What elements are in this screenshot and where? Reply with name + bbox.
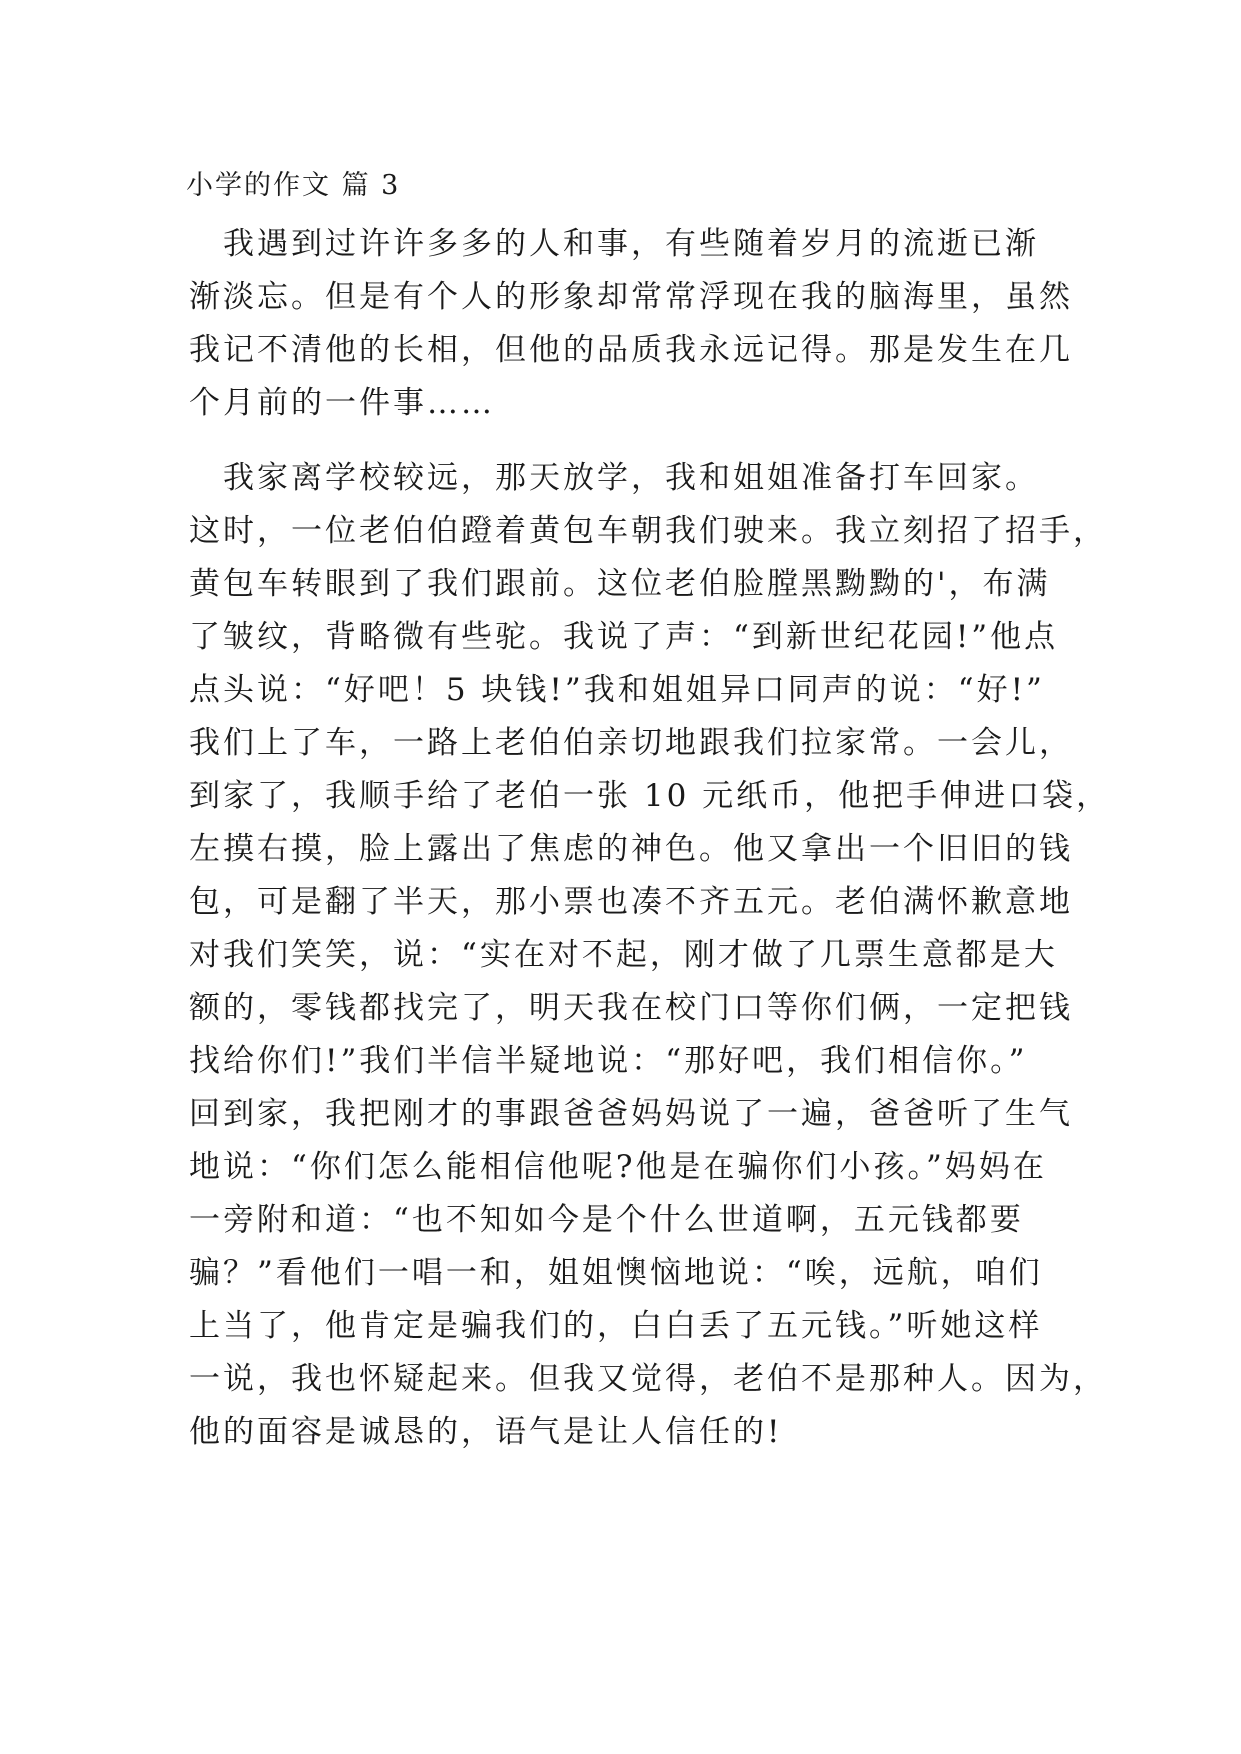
document-title: 小学的作文 篇 3 [186,170,401,201]
text-line: 了皱纹，背略微有些驼。我说了声：“到新世纪花园!”他点 [189,619,1059,655]
text-line: 我们上了车，一路上老伯伯亲切地跟我们拉家常。一会儿， [189,725,1073,761]
text-line: 地说：“你们怎么能相信他呢?他是在骗你们小孩。”妈妈在 [189,1149,1047,1185]
text-line: 我遇到过许许多多的人和事，有些随着岁月的流逝已渐 [189,226,1039,262]
text-line: 一旁附和道：“也不知如今是个什么世道啊，五元钱都要 [189,1202,1024,1238]
text-line: 到家了，我顺手给了老伯一张 10 元纸币，他把手伸进口袋， [189,778,1111,814]
text-line: 找给你们!”我们半信半疑地说：“那好吧，我们相信你。” [189,1043,1028,1079]
text-line: 黄包车转眼到了我们跟前。这位老伯脸膛黑黝黝的'，布满 [189,566,1051,602]
text-line: 包，可是翻了半天，那小票也凑不齐五元。老伯满怀歉意地 [189,884,1073,920]
text-line: 点头说：“好吧！5 块钱!”我和姐姐异口同声的说：“好!” [189,672,1045,708]
text-line: 额的，零钱都找完了，明天我在校门口等你们俩，一定把钱 [189,990,1073,1026]
text-line: 他的面容是诚恳的，语气是让人信任的! [189,1414,783,1450]
text-line: 骗？”看他们一唱一和，姐姐懊恼地说：“唉，远航，咱们 [189,1255,1043,1291]
text-line: 这时，一位老伯伯蹬着黄包车朝我们驶来。我立刻招了招手， [189,513,1107,549]
text-line: 上当了，他肯定是骗我们的，白白丢了五元钱。”听她这样 [189,1308,1043,1344]
text-line: 我家离学校较远，那天放学，我和姐姐准备打车回家。 [189,460,1039,496]
text-line: 一说，我也怀疑起来。但我又觉得，老伯不是那种人。因为， [189,1361,1107,1397]
text-line: 对我们笑笑，说：“实在对不起，刚才做了几票生意都是大 [189,937,1058,973]
text-line: 个月前的一件事…… [189,385,495,421]
text-line: 左摸右摸，脸上露出了焦虑的神色。他又拿出一个旧旧的钱 [189,831,1073,867]
text-line: 我记不清他的长相，但他的品质我永远记得。那是发生在几 [189,332,1073,368]
text-line: 回到家，我把刚才的事跟爸爸妈妈说了一遍，爸爸听了生气 [189,1096,1073,1132]
text-line: 渐淡忘。但是有个人的形象却常常浮现在我的脑海里，虽然 [189,279,1073,315]
